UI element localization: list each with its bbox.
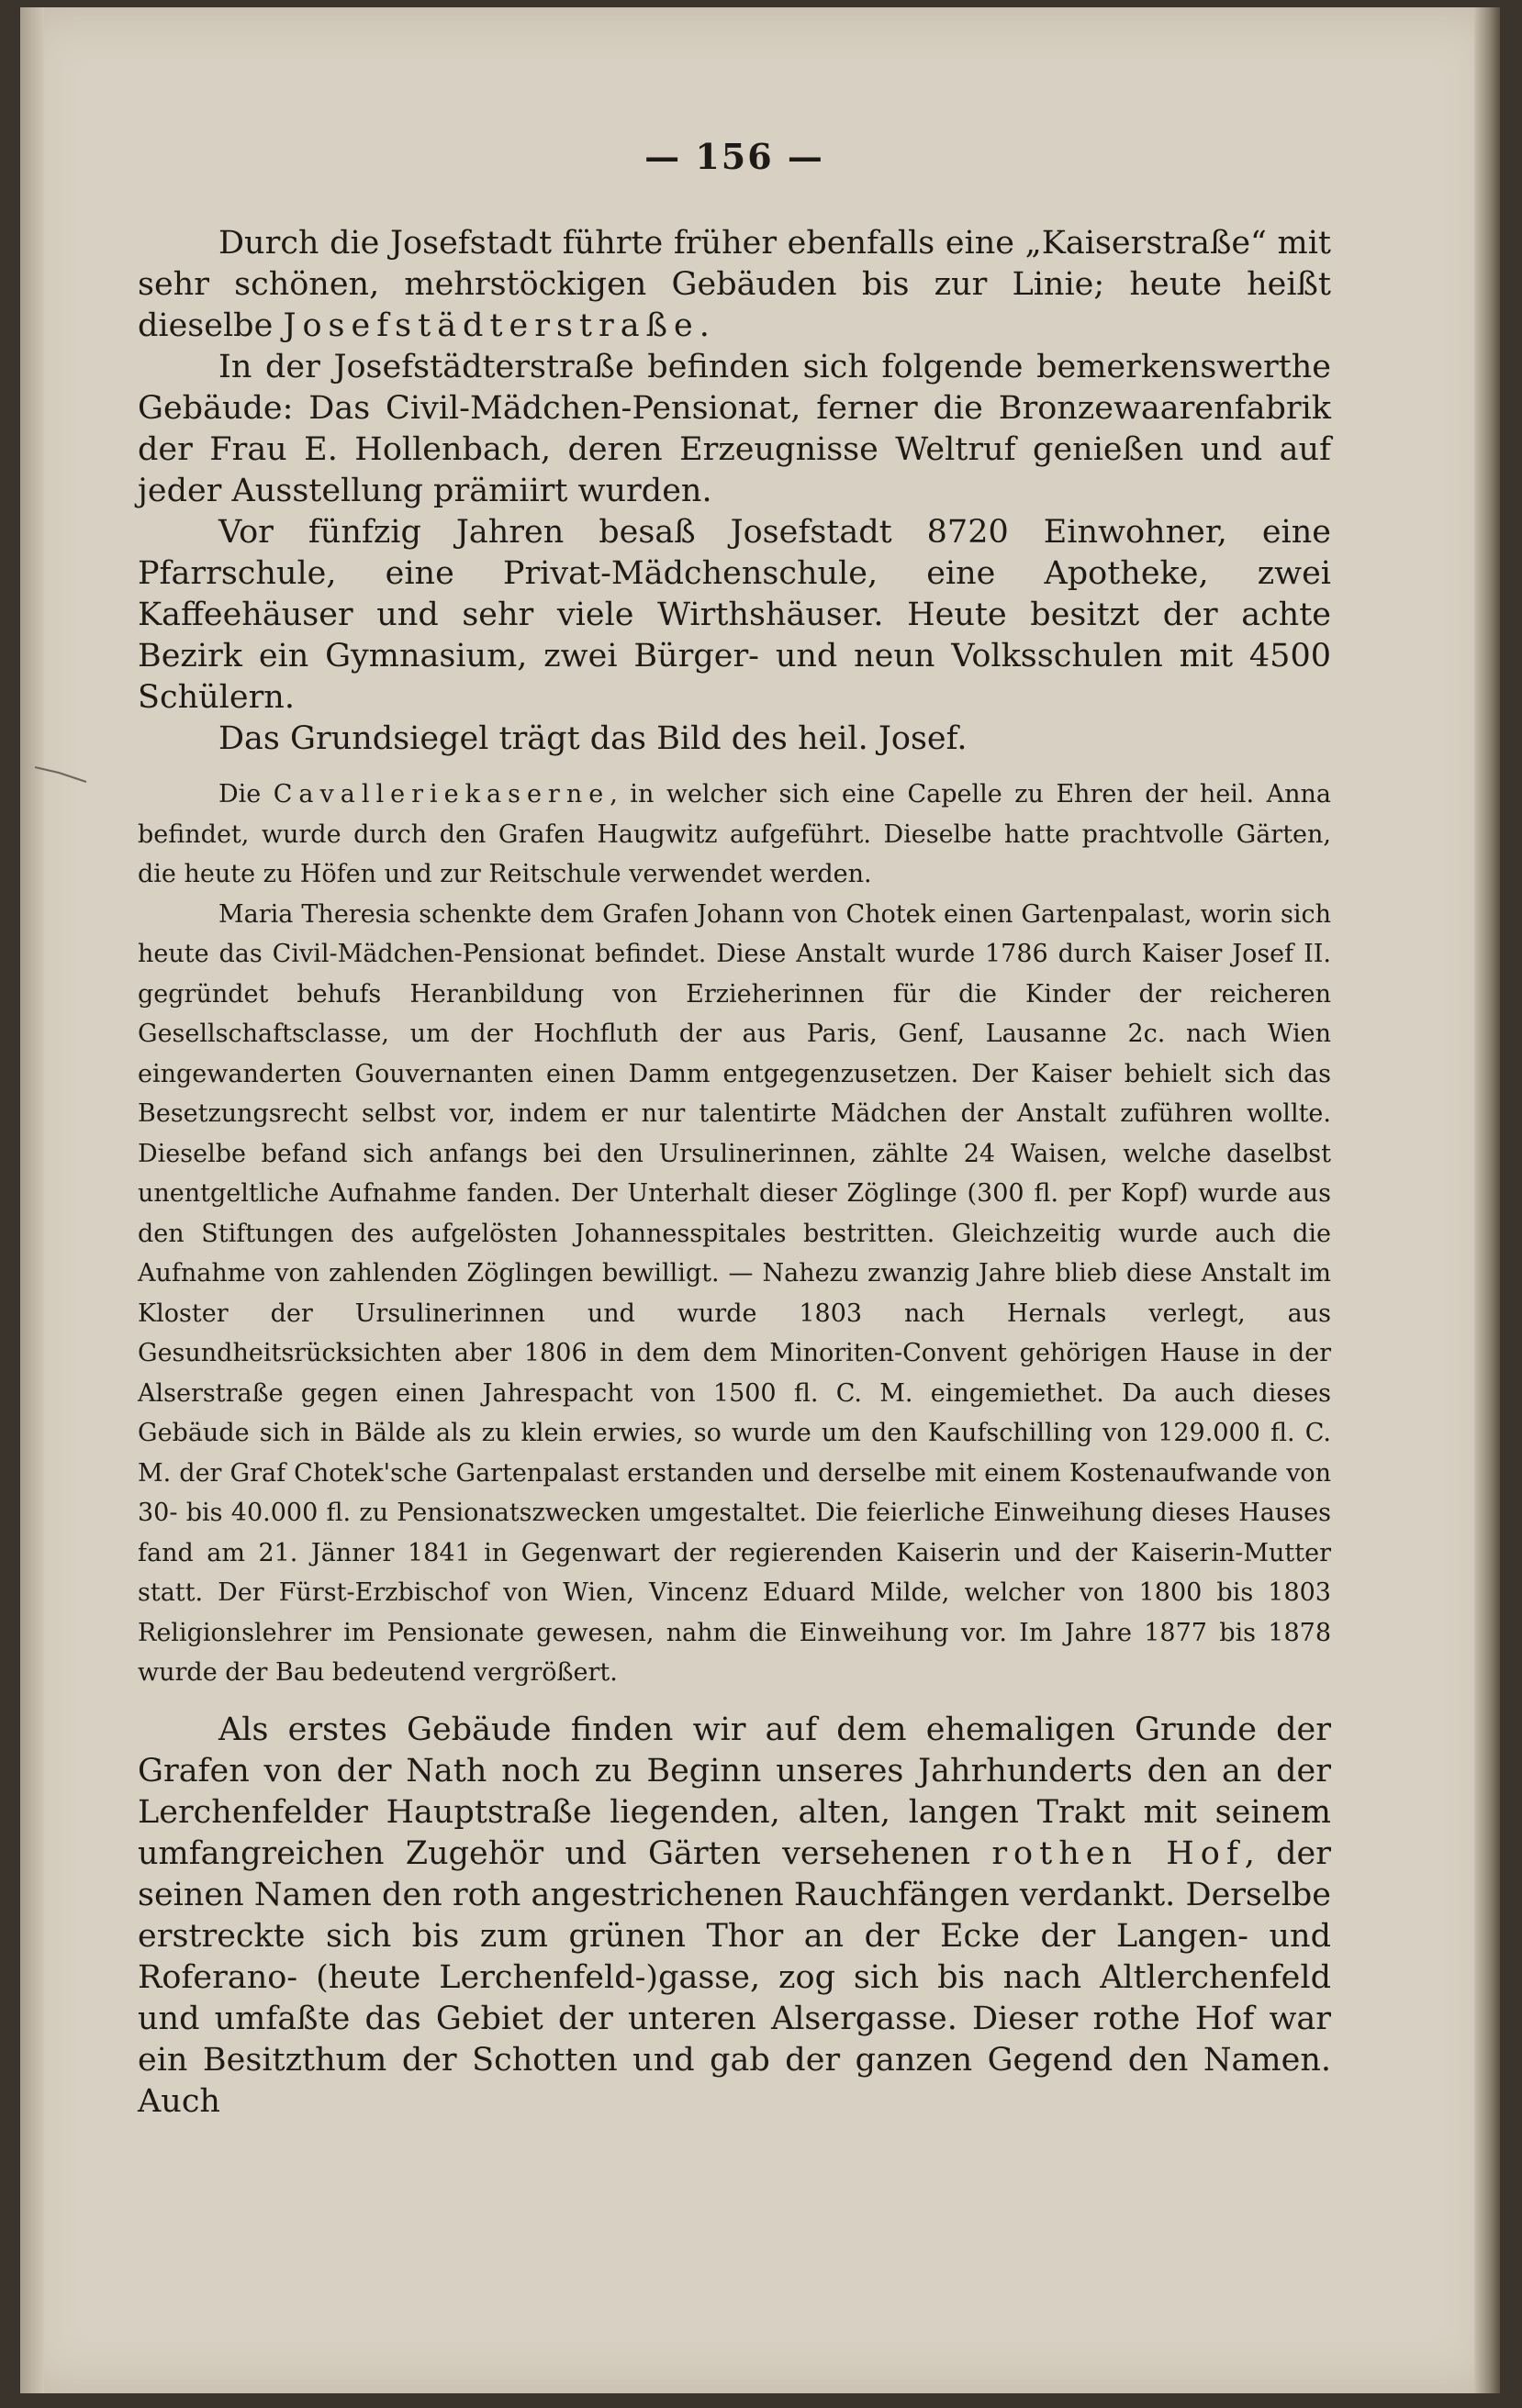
paragraph: In der Josefstädterstraße befinden sich folgende bemerkenswerthe Gebäude: Das Civil-Mädchen-Pensionat, ferner die Bronzewaarenfabrik der Frau E. Hollenbach, deren Erzeugnisse Weltruf genießen und auf jeder Ausstellung prämiirt wurden.	[138, 349, 1331, 509]
book-page	[20, 7, 1500, 2393]
paragraph: Als erstes Gebäude finden wir auf dem ehemaligen Grunde der Grafen von der Nath noch zu Beginn unseres Jahrhunderts den an der Lerchenfelder Hauptstraße liegenden, alten, langen Trakt mit seinem umfangreichen Zugehör und Gärten versehenen rothen Hof, der seinen Namen den roth angestrichenen Rauchfängen verdankt. Derselbe erstreckte sich bis zum grünen Thor an der Ecke der Langen- und Roferano- (heute Lerchenfeld-)gasse, zog sich bis nach Altlerchenfeld und umfaßte das Gebiet der unteren Alsergasse. Dieser rothe Hof war ein Besitzthum der Schotten und gab der ganzen Gegend den Namen. Auch	[138, 1711, 1331, 2120]
page-content	[138, 136, 1331, 2123]
section-large-1	[138, 223, 1331, 760]
page-number: — 156 —	[644, 136, 824, 177]
paragraph: Vor fünfzig Jahren besaß Josefstadt 8720 Einwohner, eine Pfarrschule, eine Privat-Mädchenschule, eine Apotheke, zwei Kaffeehäuser und sehr viele Wirthshäuser. Heute besitzt der achte Bezirk ein Gymnasium, zwei Bürger- und neun Volksschulen mit 4500 Schülern.	[138, 514, 1331, 716]
page-edge	[1474, 7, 1500, 2393]
page-gutter	[20, 7, 44, 2393]
paragraph: Das Grundsiegel trägt das Bild des heil. Josef.	[218, 720, 968, 757]
paragraph: Durch die Josefstadt führte früher ebenfalls eine „Kaiserstraße“ mit sehr schönen, mehrstöckigen Gebäuden bis zur Linie; heute heißt dieselbe Josefstädterstraße.	[138, 225, 1331, 344]
margin-pencil-mark	[31, 760, 105, 787]
paragraph: Maria Theresia schenkte dem Grafen Johann von Chotek einen Gartenpalast, worin sich heute das Civil-Mädchen-Pensionat befindet. Diese Anstalt wurde 1786 durch Kaiser Josef II. gegründet behufs Heranbildung von Erzieherinnen für die Kinder der reicheren Gesellschaftsclasse, um der Hochfluth der aus Paris, Genf, Lausanne 2c. nach Wien eingewanderten Gouvernanten einen Damm entgegenzusetzen. Der Kaiser behielt sich das Besetzungsrecht selbst vor, indem er nur talentirte Mädchen der Anstalt zuführen wollte. Dieselbe befand sich anfangs bei den Ursulinerinnen, zählte 24 Waisen, welche daselbst unentgeltliche Aufnahme fanden. Der Unterhalt dieser Zöglinge (300 fl. per Kopf) wurde aus den Stiftungen des aufgelösten Johannesspitales bestritten. Gleichzeitig wurde auch die Aufnahme von zahlenden Zöglingen bewilligt. — Nahezu zwanzig Jahre blieb diese Anstalt im Kloster der Ursulinerinnen und wurde 1803 nach Hernals verlegt, aus Gesundheitsrücksichten aber 1806 in dem dem Minoriten-Convent gehörigen Hause in der Alserstraße gegen einen Jahrespacht von 1500 fl. C. M. eingemiethet. Da auch dieses Gebäude sich in Bälde als zu klein erwies, so wurde um den Kaufschilling von 129.000 fl. C. M. der Graf Chotek'sche Gartenpalast erstanden und derselbe mit einem Kostenaufwande von 30- bis 40.000 fl. zu Pensionatszwecken umgestaltet. Die feierliche Einweihung dieses Hauses fand am 21. Jänner 1841 in Gegenwart der regierenden Kaiserin und der Kaiserin-Mutter statt. Der Fürst-Erzbischof von Wien, Vincenz Eduard Milde, welcher von 1800 bis 1803 Religionslehrer im Pensionate gewesen, nahm die Einweihung vor. Im Jahre 1877 bis 1878 wurde der Bau bedeutend vergrößert.	[138, 899, 1331, 1687]
section-large-2	[138, 1710, 1331, 2123]
paragraph: Die Cavalleriekaserne, in welcher sich eine Capelle zu Ehren der heil. Anna befindet, wurde durch den Grafen Haugwitz aufgeführt. Dieselbe hatte prachtvolle Gärten, die heute zu Höfen und zur Reitschule verwendet werden.	[138, 780, 1331, 888]
section-small-print	[138, 775, 1331, 1693]
